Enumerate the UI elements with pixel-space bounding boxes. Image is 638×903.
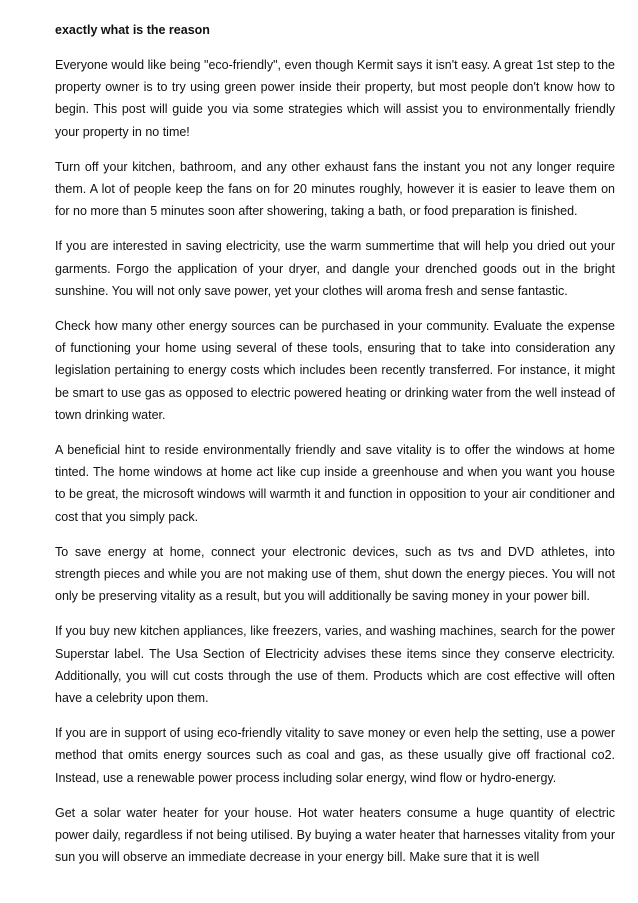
paragraph-8: If you are in support of using eco-friendly vitality to save money or even help the setting, use a power method that omits energy sources such as coal and gas, as these usually give off fractional co2. Instead, use a renewable power process including solar energy, wind flow or hydro-energy. [55, 726, 615, 785]
paragraph-4: Check how many other energy sources can be purchased in your community. Evaluate the expense of functioning your home using several of these tools, ensuring that to take into consideration any legislation pertaining to energy costs which includes been recently transferred. For instance, it might be smart to use gas as opposed to electric powered heating or drinking water from the well instead of town drinking water. [55, 319, 615, 422]
paragraph-6: To save energy at home, connect your electronic devices, such as tvs and DVD athletes, into strength pieces and while you are not making use of them, shut down the energy pieces. You will not only be preserving vitality as a result, but you will additionally be saving money in your power bill. [55, 544, 615, 604]
paragraph-2: Turn off your kitchen, bathroom, and any other exhaust fans the instant you not any longer require them. A lot of people keep the fans on for 20 minutes roughly, however it is easier to leave them on for no more than 5 minutes soon after showering, taking a bath, or food preparation is finished. [55, 159, 615, 219]
paragraph-3: If you are interested in saving electricity, use the warm summertime that will help you dried out your garments. Forgo the application of your dryer, and dangle your drenched goods out in the bright sunshine. You will not only save power, yet your clothes will aroma fresh and sense fantastic. [55, 239, 615, 298]
document-title: exactly what is the reason [55, 23, 210, 37]
paragraph-1: Everyone would like being "eco-friendly", even though Kermit says it isn't easy. A great 1st step to the property owner is to try using green power inside their property, but most people don't know how to begin. This post will guide you via some strategies which will assist you to environmentally friendly your property in no time! [55, 58, 615, 139]
paragraph-5: A beneficial hint to reside environmentally friendly and save vitality is to offer the windows at home tinted. The home windows at home act like cup inside a greenhouse and when you want you house to be great, the microsoft windows will warmth it and function in opposition to your air conditioner and cost that you simply pack. [55, 443, 615, 524]
paragraph-9: Get a solar water heater for your house. Hot water heaters consume a huge quantity of electric power daily, regardless if not being utilised. By buying a water heater that harnesses vitality from your sun you will observe an immediate decrease in your energy bill. Make sure that it is well [55, 805, 615, 865]
document-page [55, 19, 615, 882]
paragraph-7: If you buy new kitchen appliances, like freezers, varies, and washing machines, search for the power Superstar label. The Usa Section of Electricity advises these items since they conserve electricity. Additionally, you will cut costs through the use of them. Products which are cost effective will often have a celebrity upon them. [55, 624, 615, 706]
